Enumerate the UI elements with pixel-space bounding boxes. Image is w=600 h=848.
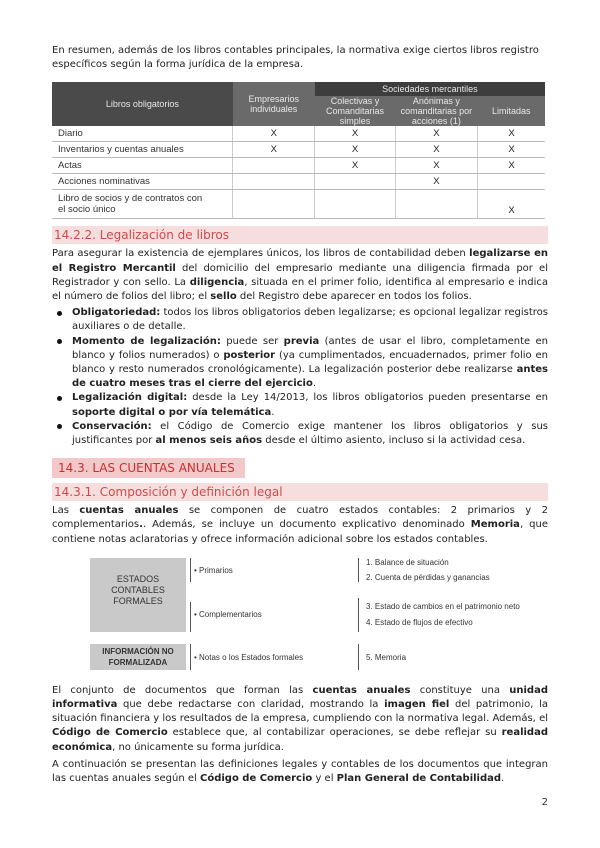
cuentas-anuales-diagram bbox=[90, 558, 530, 676]
table-row: Diario X X X X bbox=[52, 126, 545, 142]
list-item: Momento de legalización: puede ser previa (antes de usar el libro, completamente en blanco y folios numerados) o posterior (ya cumplimentados, encuadernados, primer folio en blanco y resto numerados cronológicamente). La legalización posterior debe realizarse antes de cuatro meses tras el cierre del ejercicio. bbox=[52, 335, 548, 392]
divider bbox=[190, 602, 191, 632]
section-title-legalizacion: 14.2.2. Legalización de libros bbox=[52, 226, 548, 244]
table-row: Libro de socios y de contratos con el socio único X bbox=[52, 190, 545, 219]
intro-paragraph: En resumen, además de los libros contables principales, la normativa exige ciertos libros registro específicos según la forma jurídica de la empresa. bbox=[52, 45, 539, 71]
page-content bbox=[52, 44, 548, 786]
table-row: Inventarios y cuentas anuales X X X X bbox=[52, 142, 545, 158]
bullet-icon bbox=[57, 396, 62, 401]
header-colectivas: Colectivas y Comanditarias simples bbox=[315, 96, 396, 126]
item-balance: 1. Balance de situación bbox=[366, 557, 449, 567]
conjunto-paragraph: El conjunto de documentos que forman las cuentas anuales constituye una unidad informativa que debe redactarse con claridad, mostrando la imagen fiel del patrimonio, la situación financiera y los resultados de la empresa, cumpliendo con la normativa legal. Además, el Código de Comercio establece que, al contabilizar operaciones, se debe reflejar su realidad económica, no únicamente su forma jurídica. bbox=[52, 684, 549, 753]
item-memoria: 5. Memoria bbox=[366, 652, 407, 662]
section-title-cuentas-anuales: 14.3. LAS CUENTAS ANUALES bbox=[52, 458, 245, 478]
section-title-composicion: 14.3.1. Composición y definición legal bbox=[52, 483, 548, 501]
divider bbox=[190, 558, 191, 582]
item-cuenta-pyg: 2. Cuenta de pérdidas y ganancias bbox=[366, 572, 490, 582]
item-cambios-patrimonio: 3. Estado de cambios en el patrimonio neto bbox=[366, 601, 520, 611]
list-item: Conservación: el Código de Comercio exige mantener los libros obligatorios y sus justificantes por al menos seis años desde el último asiento, incluso si la actividad cesa. bbox=[52, 420, 548, 448]
legalizacion-paragraph: Para asegurar la existencia de ejemplares únicos, los libros de contabilidad deben legalizarse en el Registro Mercantil del domicilio del empresario mediante una diligencia firmada por el Registrador y con sello. La diligencia, situada en el primer folio, identifica al empresario e indica el número de folios del libro; el sello del Registro debe aparecer en todos los folios. bbox=[52, 248, 548, 303]
header-anonimas: Anónimas y comanditarias por acciones (1) bbox=[395, 96, 477, 126]
composicion-paragraph: Las cuentas anuales se componen de cuatro estados contables: 2 primarios y 2 complementarios.. Además, se incluye un documento explicativo denominado Memoria, que contiene notas aclaratorias y ofrece información adicional sobre los estados contables. bbox=[52, 505, 549, 545]
divider bbox=[358, 598, 359, 632]
table-row: Actas X X X bbox=[52, 158, 545, 174]
divider bbox=[358, 644, 359, 670]
bullet-icon bbox=[57, 339, 62, 344]
divider bbox=[190, 644, 191, 670]
bullet-icon bbox=[57, 311, 62, 316]
item-flujos-efectivo: 4. Estado de flujos de efectivo bbox=[366, 617, 473, 627]
list-item: Obligatoriedad: todos los libros obligatorios deben legalizarse; es opcional legalizar registros auxiliares o de detalle. bbox=[52, 306, 548, 334]
list-item: Legalización digital: desde la Ley 14/2013, los libros obligatorios pueden presentarse en soporte digital o por vía telemática. bbox=[52, 391, 548, 419]
label-complementarios: • Complementarios bbox=[194, 609, 262, 619]
page-number: 2 bbox=[541, 797, 548, 808]
header-empresarios: Empresarios individuales bbox=[233, 82, 315, 126]
header-sociedades: Sociedades mercantiles bbox=[315, 82, 545, 96]
bullet-icon bbox=[57, 424, 62, 429]
table-row: Acciones nominativas X bbox=[52, 174, 545, 190]
divider bbox=[358, 558, 359, 582]
header-libros: Libros obligatorios bbox=[52, 82, 233, 126]
box-informacion-no-formalizada: INFORMACIÓN NO FORMALIZADA bbox=[90, 644, 186, 670]
header-limitadas: Limitadas bbox=[477, 96, 545, 126]
books-table bbox=[52, 82, 545, 219]
label-primarios: • Primarios bbox=[194, 565, 233, 575]
continuacion-paragraph: A continuación se presentan las definiciones legales y contables de los documentos que integran las cuentas anuales según el Código de Comercio y el Plan General de Contabilidad. bbox=[52, 758, 548, 785]
box-estados-formales: ESTADOS CONTABLES FORMALES bbox=[90, 558, 186, 632]
legalizacion-list bbox=[52, 306, 548, 448]
label-notas: • Notas o los Estados formales bbox=[194, 652, 304, 662]
